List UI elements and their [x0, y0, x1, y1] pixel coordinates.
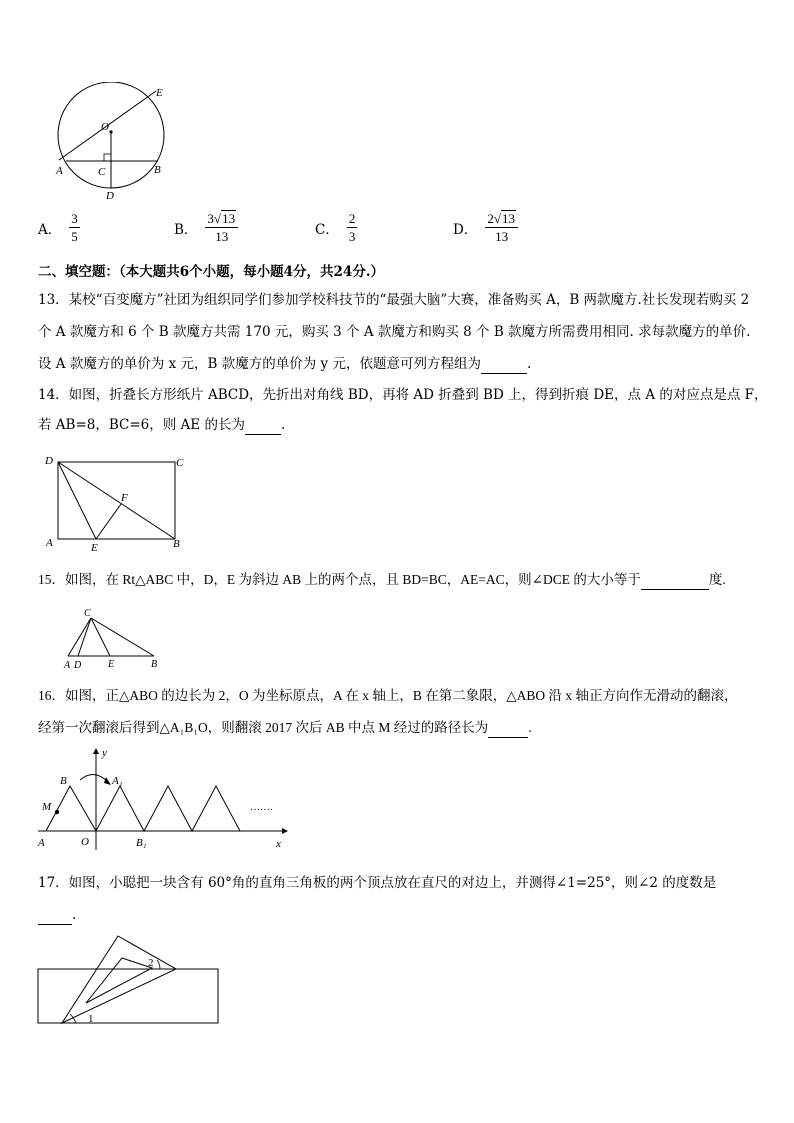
q17-line1: 17．如图，小聪把一块含有 60°角的直角三角板的两个顶点放在直尺的对边上，并测得∠1=25°，则∠2 的度数是 [38, 875, 717, 891]
label-F: F [121, 492, 128, 504]
figure-rectangle [40, 450, 200, 556]
option-d: D． $\frac{2√13}{13}$ [453, 212, 518, 244]
label-B1: B₁ [136, 837, 147, 849]
answer-blank[interactable] [481, 359, 527, 374]
label-A: A [38, 837, 45, 849]
q13-line3: 设 A 款魔方的单价为 x 元，B 款魔方的单价为 y 元，依题意可列方程组为 . [38, 356, 532, 372]
figure-rolling-triangles [36, 746, 292, 854]
section-title: 二、填空题：（本大题共6个小题，每小题4分，共24分.） [38, 264, 385, 280]
q14-line2: 若 AB=8，BC=6，则 AE 的长为 . [38, 417, 286, 433]
label-A1: A₁ [112, 775, 123, 787]
label-B: B [151, 659, 158, 670]
angle-label-1: 1 [88, 1013, 94, 1025]
answer-blank[interactable] [641, 575, 709, 590]
label-E: E [108, 659, 115, 670]
answer-blank[interactable] [38, 910, 72, 925]
answer-blank[interactable] [245, 420, 281, 435]
label-D: D [106, 190, 114, 202]
label-A: A [46, 537, 53, 549]
q15-line1: 15．如图，在 Rt△ABC 中，D，E 为斜边 AB 上的两个点，且 BD=BC，AE=AC，则∠DCE 的大小等于 度. [38, 570, 758, 590]
option-a: A． $\frac{3}{5}$ [38, 211, 78, 244]
label-y: y [102, 747, 107, 759]
label-B: B [154, 164, 161, 176]
answer-blank[interactable] [488, 723, 528, 738]
q13-line2: 个 A 款魔方和 6 个 B 款魔方共需 170 元，购买 3 个 A 款魔方和购买 8 个 B 款魔方所需费用相同. 求每款魔方的单价. [38, 324, 751, 340]
q16-line2: 经第一次翻滚后得到△A₁B₁O，则翻滚 2017 次后 AB 中点 M 经过的路径长为 . [38, 718, 758, 738]
label-B: B [60, 775, 67, 787]
q17-line2: . [38, 905, 758, 925]
label-C: C [176, 457, 184, 469]
q16-line1: 16．如图，正△ABO 的边长为 2，O 为坐标原点，A 在 x 轴上，B 在第二象限，△ABO 沿 x 轴正方向作无滑动的翻滚， [38, 688, 738, 703]
label-O: O [81, 836, 89, 848]
label-O: O [101, 121, 109, 133]
figure-ruler-set-square [36, 932, 222, 1028]
figure-triangle [58, 604, 168, 672]
option-b: B． $\frac{3√13}{13}$ [174, 212, 238, 244]
label-C: C [98, 166, 106, 178]
label-M: M [42, 801, 52, 813]
q14-line1: 14．如图，折叠长方形纸片 ABCD，先折出对角线 BD，再将 AD 折叠到 BD 上，得到折痕 DE，点 A 的对应点是点 F， [38, 387, 768, 403]
label-C: C [84, 608, 91, 619]
continuation-dots: ……. [250, 802, 273, 813]
label-A: A [64, 660, 71, 671]
label-E: E [156, 87, 163, 99]
label-D: D [74, 660, 82, 671]
label-D: D [45, 455, 53, 467]
figure-circle [52, 82, 182, 206]
angle-label-2: 2 [148, 957, 154, 969]
q13-line1: 13．某校“百变魔方”社团为组织同学们参加学校科技节的“最强大脑”大赛，准备购买 A，B 两款魔方.社长发现若购买 2 [38, 292, 750, 308]
label-B: B [173, 538, 180, 550]
label-x: x [276, 838, 281, 850]
label-A: A [56, 165, 63, 177]
option-c: C． $\frac{2}{3}$ [315, 211, 356, 244]
label-E: E [91, 542, 98, 554]
